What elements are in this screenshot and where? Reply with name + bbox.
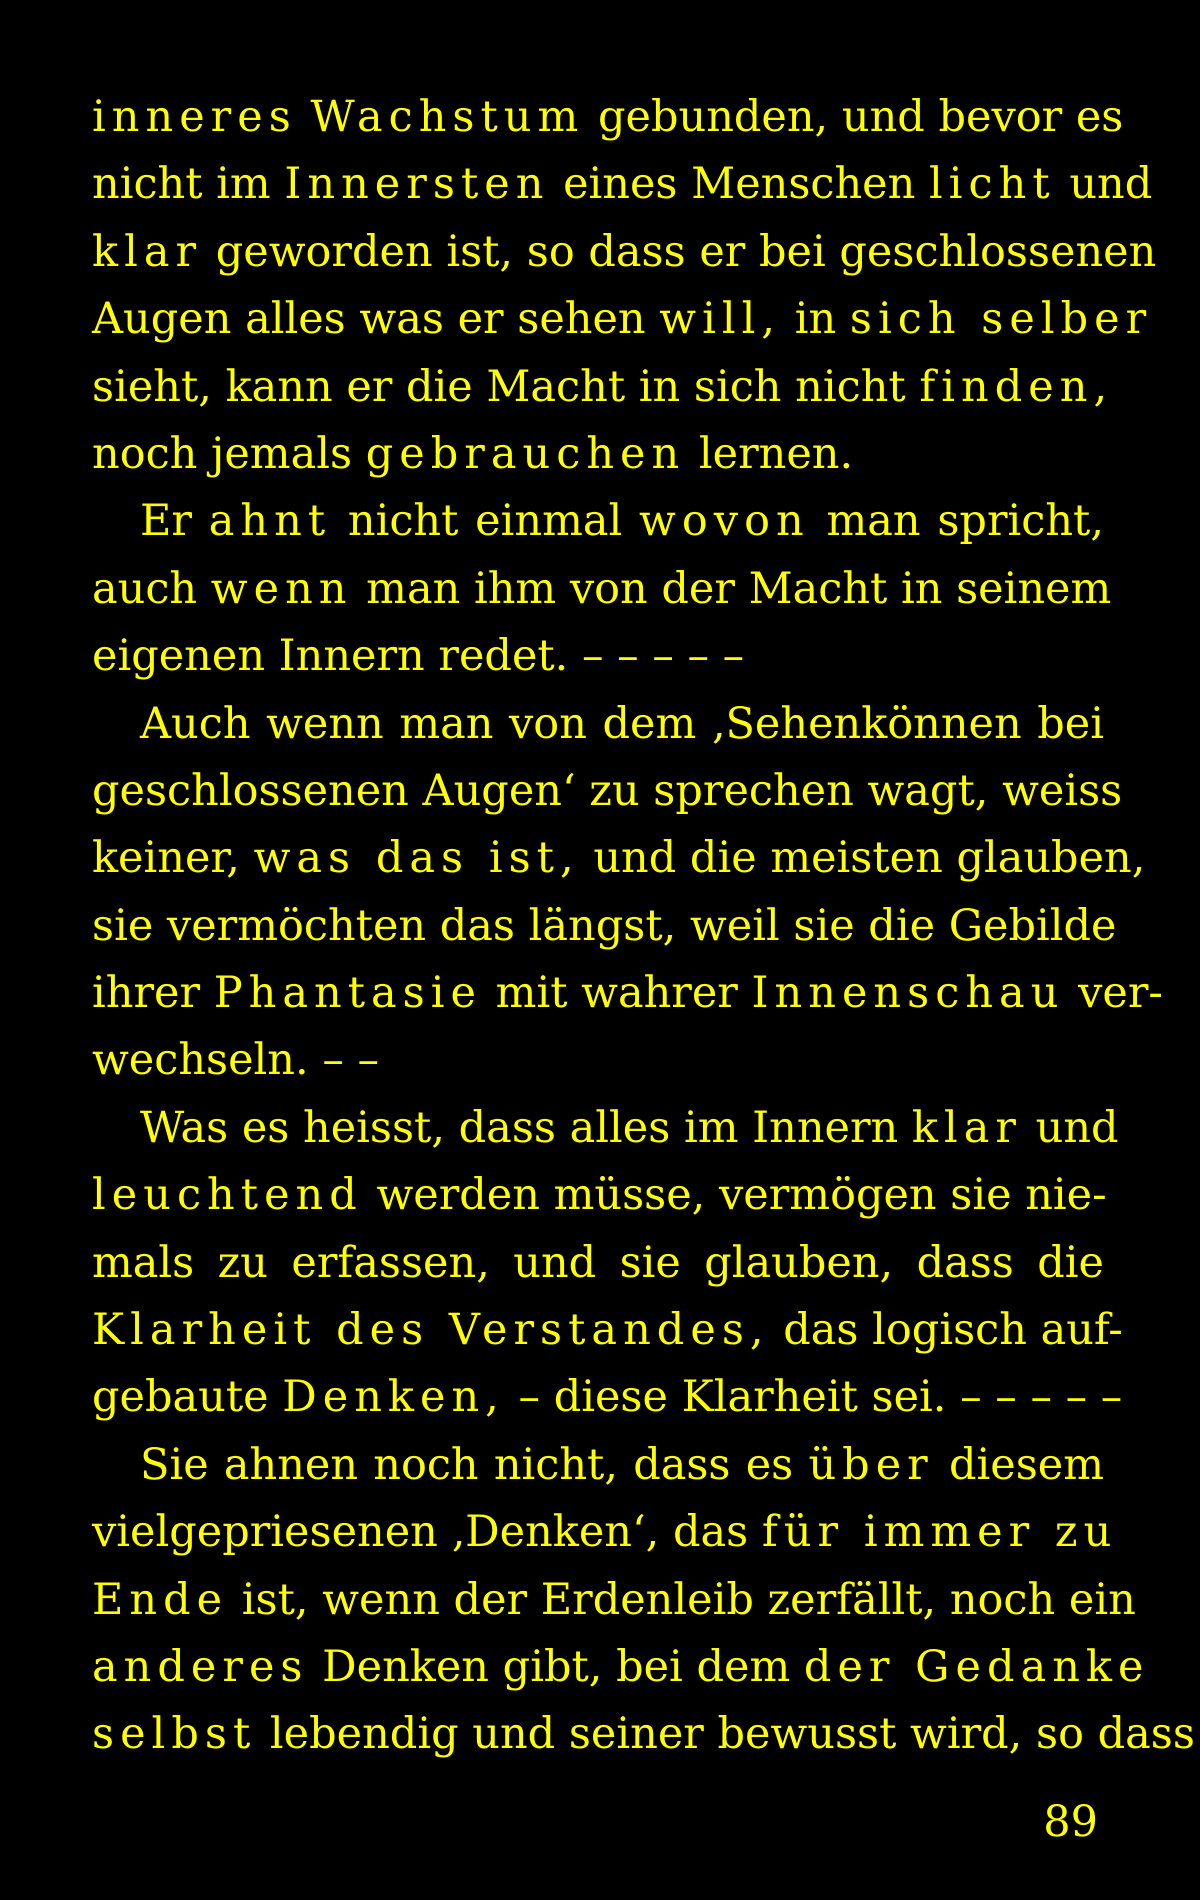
text-line: selbst lebendig und seiner bewusst wird, so dass bbox=[92, 1709, 1195, 1760]
text-line: wechseln. – – bbox=[92, 1035, 379, 1086]
text-line: sieht, kann er die Macht in sich nicht finden, bbox=[92, 361, 1114, 412]
text-line: noch jemals gebrauchen lernen. bbox=[92, 428, 854, 479]
paragraph-start-line: Er ahnt nicht einmal wovon man spricht, bbox=[140, 496, 1104, 547]
text-line: mals zu erfassen, und sie glauben, dass die bbox=[92, 1237, 1104, 1288]
paragraph-start-line: Sie ahnen noch nicht, dass es über diesem bbox=[140, 1439, 1104, 1490]
text-line: ihrer Phantasie mit wahrer Innenschau ver- bbox=[92, 968, 1163, 1019]
text-line: nicht im Innersten eines Menschen licht und bbox=[92, 159, 1153, 210]
page-number: 89 bbox=[1043, 1797, 1098, 1847]
text-line: leuchtend werden müsse, vermögen sie nie- bbox=[92, 1170, 1107, 1221]
text-line: anderes Denken gibt, bei dem der Gedanke bbox=[92, 1641, 1150, 1692]
text-line: keiner, was das ist, und die meisten glauben, bbox=[92, 833, 1146, 884]
text-line: inneres Wachstum gebunden, und bevor es bbox=[92, 92, 1124, 142]
text-line: Augen alles was er sehen will, in sich selber bbox=[92, 294, 1153, 345]
text-line: gebaute Denken, – diese Klarheit sei. – – – – – bbox=[92, 1372, 1123, 1423]
text-line: eigenen Innern redet. – – – – – bbox=[92, 631, 745, 682]
text-line: Klarheit des Verstandes, das logisch auf- bbox=[92, 1305, 1123, 1356]
text-line: geschlossenen Augen‘ zu sprechen wagt, weiss bbox=[92, 765, 1123, 816]
paragraph-start-line: Auch wenn man von dem ‚Sehenkönnen bei bbox=[140, 698, 1104, 749]
text-line: auch wenn man ihm von der Macht in seinem bbox=[92, 563, 1112, 614]
text-line: Ende ist, wenn der Erdenleib zerfällt, noch ein bbox=[92, 1574, 1136, 1625]
text-line: klar geworden ist, so dass er bei geschlossenen bbox=[92, 226, 1157, 277]
text-line: vielgepriesenen ‚Denken‘, das für immer zu bbox=[92, 1507, 1118, 1558]
page-text bbox=[92, 84, 1195, 1769]
text-line: sie vermöchten das längst, weil sie die Gebilde bbox=[92, 900, 1117, 951]
paragraph-start-line: Was es heisst, dass alles im Innern klar und bbox=[140, 1102, 1119, 1153]
